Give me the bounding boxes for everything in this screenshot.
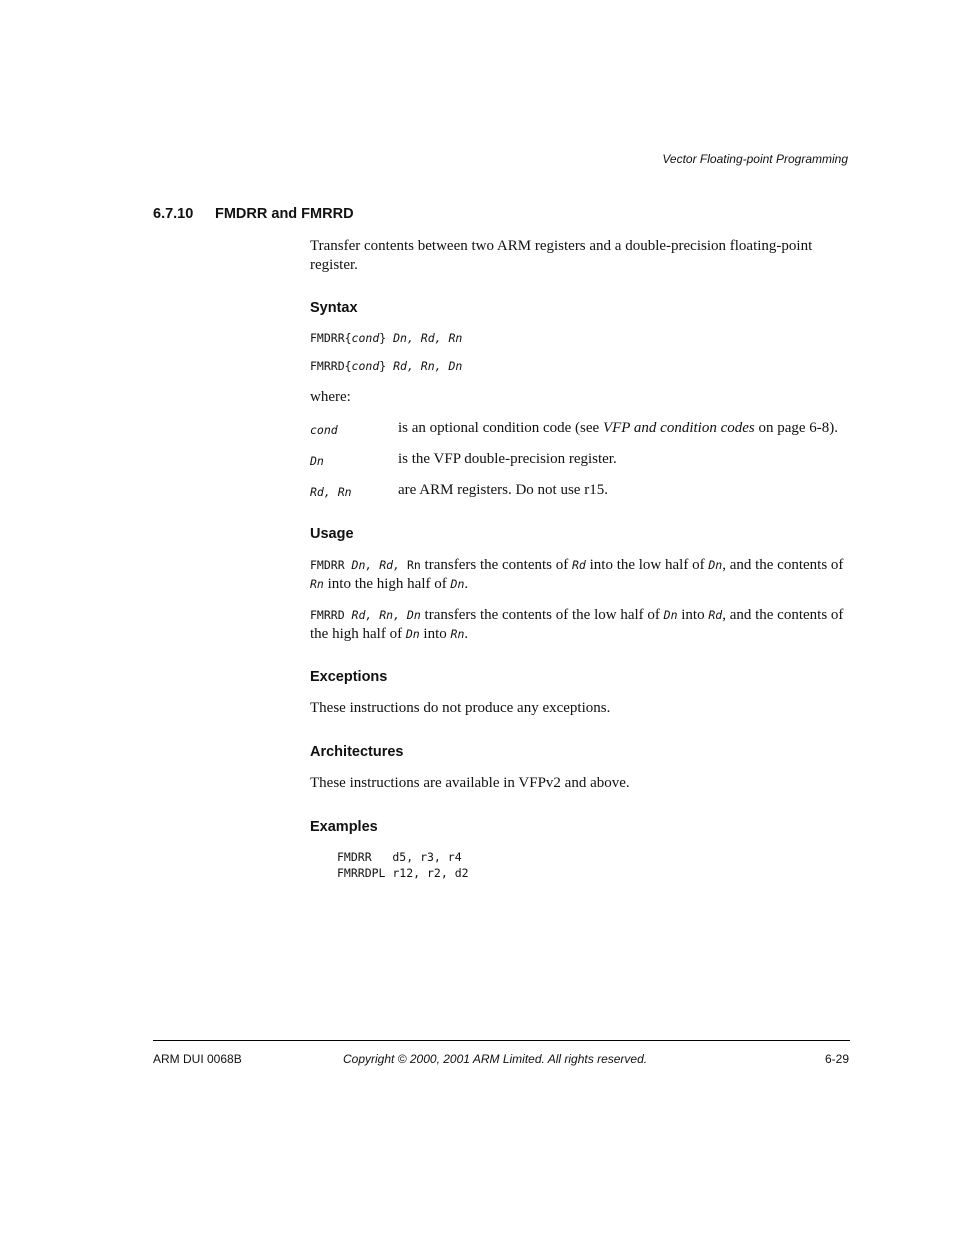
inline-code: Dn bbox=[405, 627, 420, 641]
syntax-cond: cond bbox=[351, 331, 380, 345]
usage-heading: Usage bbox=[310, 526, 354, 542]
usage-paragraph-fmdrr bbox=[310, 556, 850, 594]
footer-copyright: Copyright © 2000, 2001 ARM Limited. All rights reserved. bbox=[343, 1052, 648, 1066]
cross-reference-link[interactable]: VFP and condition codes bbox=[602, 420, 755, 436]
text: , and the contents of bbox=[722, 607, 844, 623]
inline-code: Dn bbox=[450, 577, 465, 591]
param-desc-text: on page 6-8). bbox=[754, 420, 839, 436]
intro-paragraph: Transfer contents between two ARM registers and a double-precision floating-point register. bbox=[310, 238, 813, 273]
usage-paragraph-fmrrd bbox=[310, 606, 850, 644]
architectures-text: These instructions are available in VFPv2 and above. bbox=[310, 775, 630, 791]
where-label: where: bbox=[310, 389, 351, 405]
text: into bbox=[677, 607, 709, 623]
param-term: cond bbox=[310, 423, 338, 437]
param-row-dn bbox=[310, 450, 855, 470]
text: into the high half of bbox=[323, 576, 451, 592]
param-row-rd-rn bbox=[310, 481, 855, 501]
inline-code: FMDRR bbox=[310, 558, 352, 572]
text: transfers the contents of the low half of bbox=[420, 607, 664, 623]
inline-code: Rd bbox=[708, 608, 723, 622]
inline-code: Rn bbox=[406, 558, 421, 572]
architectures-heading: Architectures bbox=[310, 744, 404, 760]
text: . bbox=[464, 576, 469, 592]
text: into the low half of bbox=[585, 557, 709, 573]
exceptions-heading: Exceptions bbox=[310, 669, 388, 685]
syntax-op: FMRRD{ bbox=[310, 359, 352, 373]
text: . bbox=[464, 626, 469, 642]
param-term: Dn bbox=[310, 454, 324, 468]
section-number: 6.7.10 bbox=[153, 206, 194, 222]
example-code-line: FMRRDPL r12, r2, d2 bbox=[337, 866, 469, 880]
syntax-op: FMDRR{ bbox=[310, 331, 352, 345]
param-desc: is the VFP double-precision register. bbox=[398, 451, 617, 467]
inline-code: Rn bbox=[310, 577, 324, 591]
param-desc bbox=[398, 419, 838, 438]
text: into bbox=[419, 626, 451, 642]
inline-code: Dn bbox=[663, 608, 678, 622]
section-name: FMDRR and FMRRD bbox=[215, 206, 354, 222]
text: transfers the contents of bbox=[420, 557, 572, 573]
inline-code: Dn, Rd, bbox=[351, 558, 407, 572]
syntax-close: } bbox=[379, 359, 394, 373]
footer-doc-id: ARM DUI 0068B bbox=[153, 1052, 242, 1066]
inline-code: FMRRD bbox=[310, 608, 352, 622]
example-code-line: FMDRR d5, r3, r4 bbox=[337, 850, 462, 864]
param-row-cond bbox=[310, 419, 855, 439]
footer-page-number: 6-29 bbox=[824, 1052, 849, 1066]
syntax-line-fmrrd bbox=[310, 359, 462, 373]
section-title bbox=[153, 206, 354, 222]
syntax-heading: Syntax bbox=[310, 300, 358, 316]
footer-divider bbox=[153, 1040, 850, 1041]
param-desc-text: is an optional condition code (see bbox=[398, 420, 603, 436]
inline-code: Dn bbox=[708, 558, 723, 572]
inline-code: Rn bbox=[450, 627, 465, 641]
syntax-args: Dn, Rd, Rn bbox=[393, 331, 463, 345]
exceptions-text: These instructions do not produce any exceptions. bbox=[310, 700, 611, 716]
inline-code: Rd bbox=[572, 558, 586, 572]
param-term: Rd, Rn bbox=[310, 485, 352, 499]
param-desc: are ARM registers. Do not use r15. bbox=[398, 482, 608, 498]
examples-heading: Examples bbox=[310, 819, 378, 835]
syntax-close: } bbox=[379, 331, 394, 345]
syntax-cond: cond bbox=[351, 359, 380, 373]
text: , and the contents of bbox=[722, 557, 844, 573]
text: the high half of bbox=[310, 626, 406, 642]
inline-code: Rd, Rn, Dn bbox=[351, 608, 421, 622]
running-header: Vector Floating-point Programming bbox=[662, 152, 848, 166]
syntax-args: Rd, Rn, Dn bbox=[393, 359, 463, 373]
syntax-line-fmdrr bbox=[310, 331, 462, 345]
